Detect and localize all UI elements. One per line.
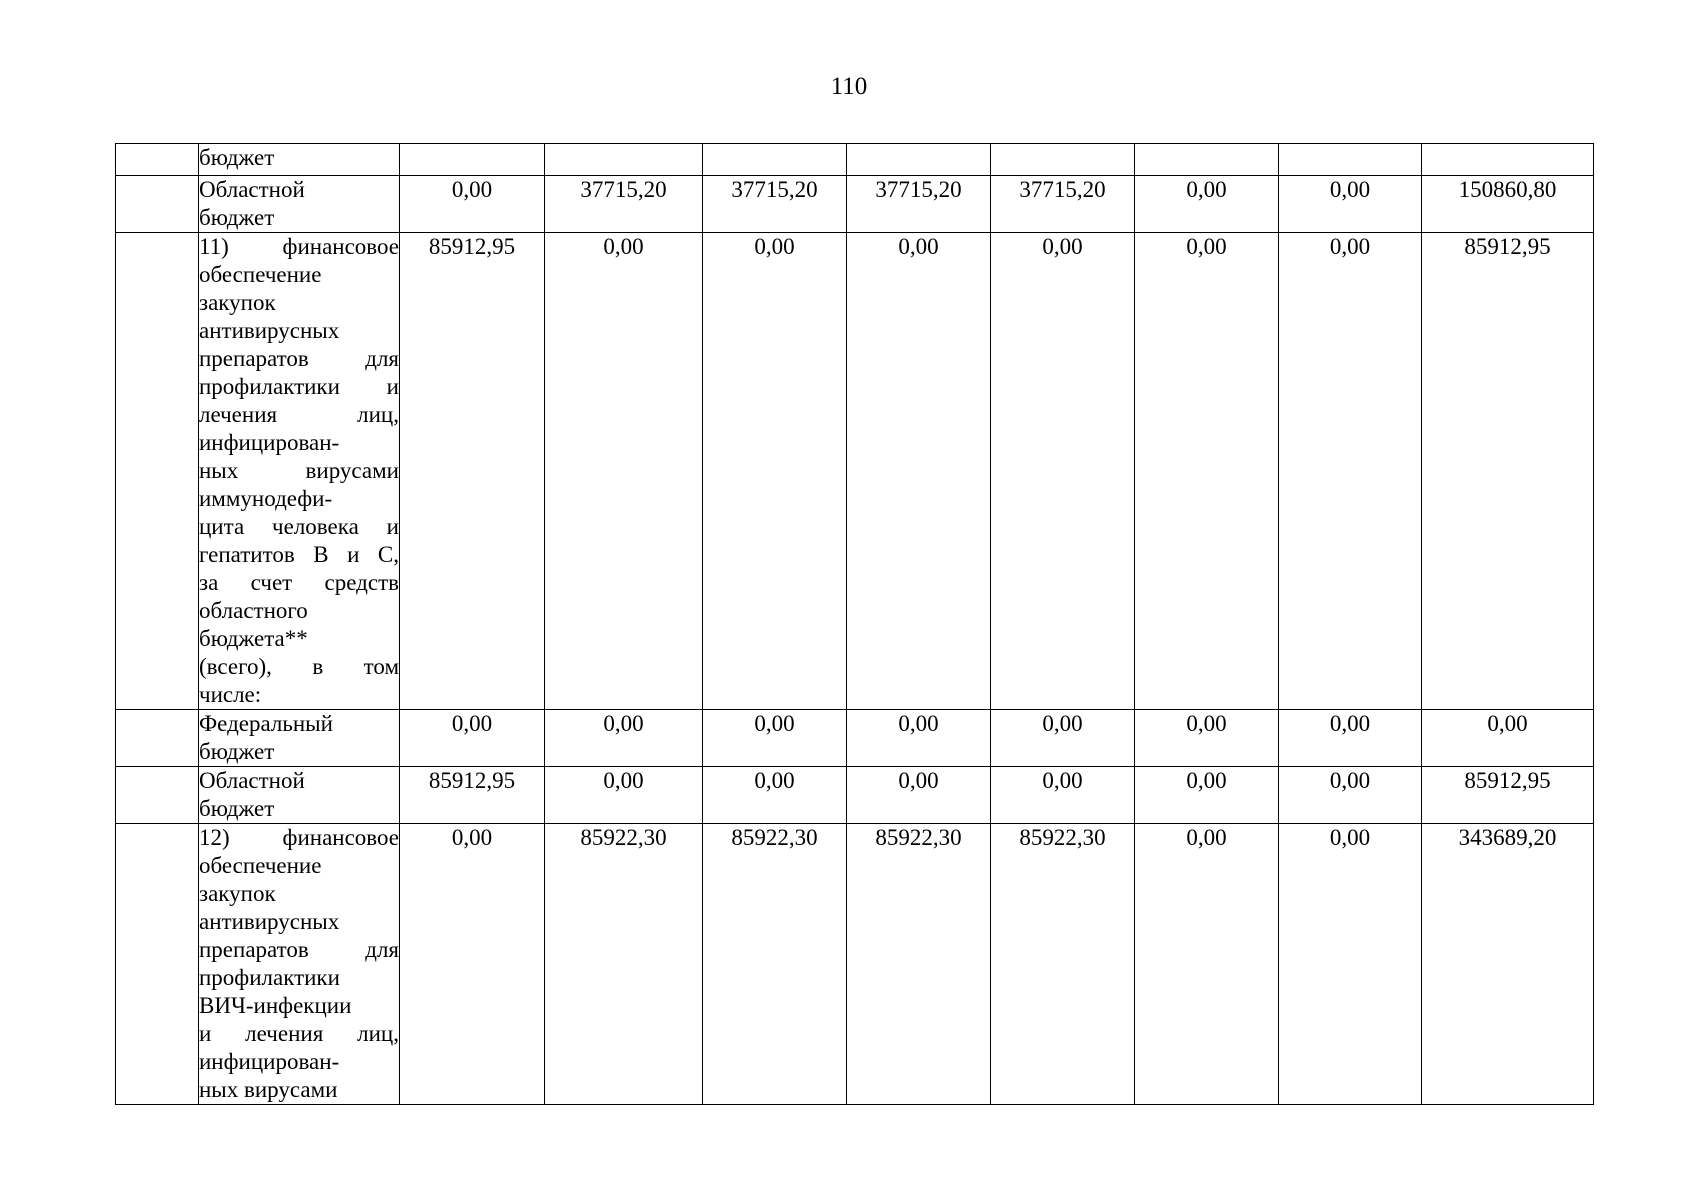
value-cell: [545, 144, 703, 176]
index-cell: [116, 144, 199, 176]
description-line: закупок: [199, 290, 276, 315]
description-line: обеспечение: [199, 853, 322, 878]
description-line: Областной: [199, 768, 305, 793]
description-line: гепатитов В и С,: [199, 542, 399, 567]
table-row: [116, 144, 1594, 176]
value-cell: 85922,30: [991, 824, 1135, 1105]
value-cell: 0,00: [703, 233, 847, 710]
description-line: областного: [199, 598, 308, 623]
table-row: [116, 233, 1594, 710]
value-cell: 37715,20: [545, 176, 703, 233]
index-cell: [116, 824, 199, 1105]
value-cell: 85922,30: [847, 824, 991, 1105]
value-cell: 0,00: [703, 767, 847, 824]
value-cell: 37715,20: [847, 176, 991, 233]
description-line: профилактики: [199, 965, 340, 990]
value-cell: 0,00: [1279, 233, 1422, 710]
value-cell: 85912,95: [400, 233, 545, 710]
description-line: числе:: [199, 682, 262, 707]
description-line: антивирусных: [199, 318, 340, 343]
index-cell: [116, 767, 199, 824]
description-line: иммунодефи-: [199, 486, 333, 511]
value-cell: [400, 144, 545, 176]
budget-table: [115, 143, 1594, 1105]
value-cell: 0,00: [1422, 710, 1594, 767]
table-row: [116, 767, 1594, 824]
value-cell: [991, 144, 1135, 176]
value-cell: 0,00: [1135, 767, 1279, 824]
description-line: препаратов для: [199, 937, 399, 962]
value-cell: 0,00: [1135, 176, 1279, 233]
value-cell: 0,00: [400, 710, 545, 767]
description-line: обеспечение: [199, 262, 322, 287]
description-line: ВИЧ-инфекции: [199, 993, 352, 1018]
description-line: бюджет: [199, 205, 275, 230]
description-line: бюджета**: [199, 626, 308, 651]
index-cell: [116, 233, 199, 710]
description-line: лечения лиц,: [199, 402, 399, 427]
table-row: [116, 710, 1594, 767]
value-cell: 0,00: [1279, 710, 1422, 767]
description-line: препаратов для: [199, 346, 399, 371]
value-cell: 37715,20: [991, 176, 1135, 233]
value-cell: [703, 144, 847, 176]
value-cell: 343689,20: [1422, 824, 1594, 1105]
description-line: 12) финансовое: [199, 825, 399, 850]
description-line: ных вирусами: [199, 1077, 338, 1102]
description-line: бюджет: [199, 739, 275, 764]
description-line: за счет средств: [199, 570, 399, 595]
description-cell: [199, 233, 400, 710]
value-cell: [1135, 144, 1279, 176]
description-cell: [199, 710, 400, 767]
value-cell: [1422, 144, 1594, 176]
value-cell: 85922,30: [545, 824, 703, 1105]
value-cell: 0,00: [1279, 767, 1422, 824]
value-cell: 0,00: [847, 767, 991, 824]
description-line: инфицирован-: [199, 1049, 340, 1074]
page-number: 110: [830, 73, 868, 100]
value-cell: [1279, 144, 1422, 176]
description-line: профилактики и: [199, 374, 399, 399]
description-line: закупок: [199, 881, 276, 906]
value-cell: 0,00: [400, 824, 545, 1105]
description-line: бюджет: [199, 145, 275, 170]
value-cell: 85912,95: [1422, 233, 1594, 710]
value-cell: 0,00: [545, 767, 703, 824]
value-cell: 0,00: [545, 233, 703, 710]
description-cell: [199, 767, 400, 824]
value-cell: 0,00: [400, 176, 545, 233]
value-cell: 0,00: [1135, 233, 1279, 710]
description-line: ных вирусами: [199, 458, 399, 483]
index-cell: [116, 710, 199, 767]
value-cell: 0,00: [991, 710, 1135, 767]
value-cell: 0,00: [1279, 824, 1422, 1105]
description-cell: [199, 176, 400, 233]
value-cell: 150860,80: [1422, 176, 1594, 233]
description-line: антивирусных: [199, 909, 340, 934]
table-row: [116, 824, 1594, 1105]
description-line: Областной: [199, 177, 305, 202]
value-cell: 0,00: [847, 710, 991, 767]
description-line: 11) финансовое: [199, 234, 399, 259]
description-line: инфицирован-: [199, 430, 340, 455]
description-line: цита человека и: [199, 514, 399, 539]
value-cell: 0,00: [1279, 176, 1422, 233]
value-cell: 85912,95: [400, 767, 545, 824]
value-cell: 37715,20: [703, 176, 847, 233]
value-cell: 85922,30: [703, 824, 847, 1105]
index-cell: [116, 176, 199, 233]
value-cell: 0,00: [991, 767, 1135, 824]
value-cell: [847, 144, 991, 176]
value-cell: 0,00: [991, 233, 1135, 710]
value-cell: 0,00: [847, 233, 991, 710]
table-body: [116, 144, 1594, 1105]
description-line: и лечения лиц,: [199, 1021, 399, 1046]
value-cell: 0,00: [1135, 710, 1279, 767]
value-cell: 0,00: [1135, 824, 1279, 1105]
description-cell: [199, 144, 400, 176]
description-line: Федеральный: [199, 711, 333, 736]
value-cell: 85912,95: [1422, 767, 1594, 824]
value-cell: 0,00: [703, 710, 847, 767]
description-line: бюджет: [199, 796, 275, 821]
value-cell: 0,00: [545, 710, 703, 767]
description-cell: [199, 824, 400, 1105]
description-line: (всего), в том: [199, 654, 399, 679]
table-row: [116, 176, 1594, 233]
